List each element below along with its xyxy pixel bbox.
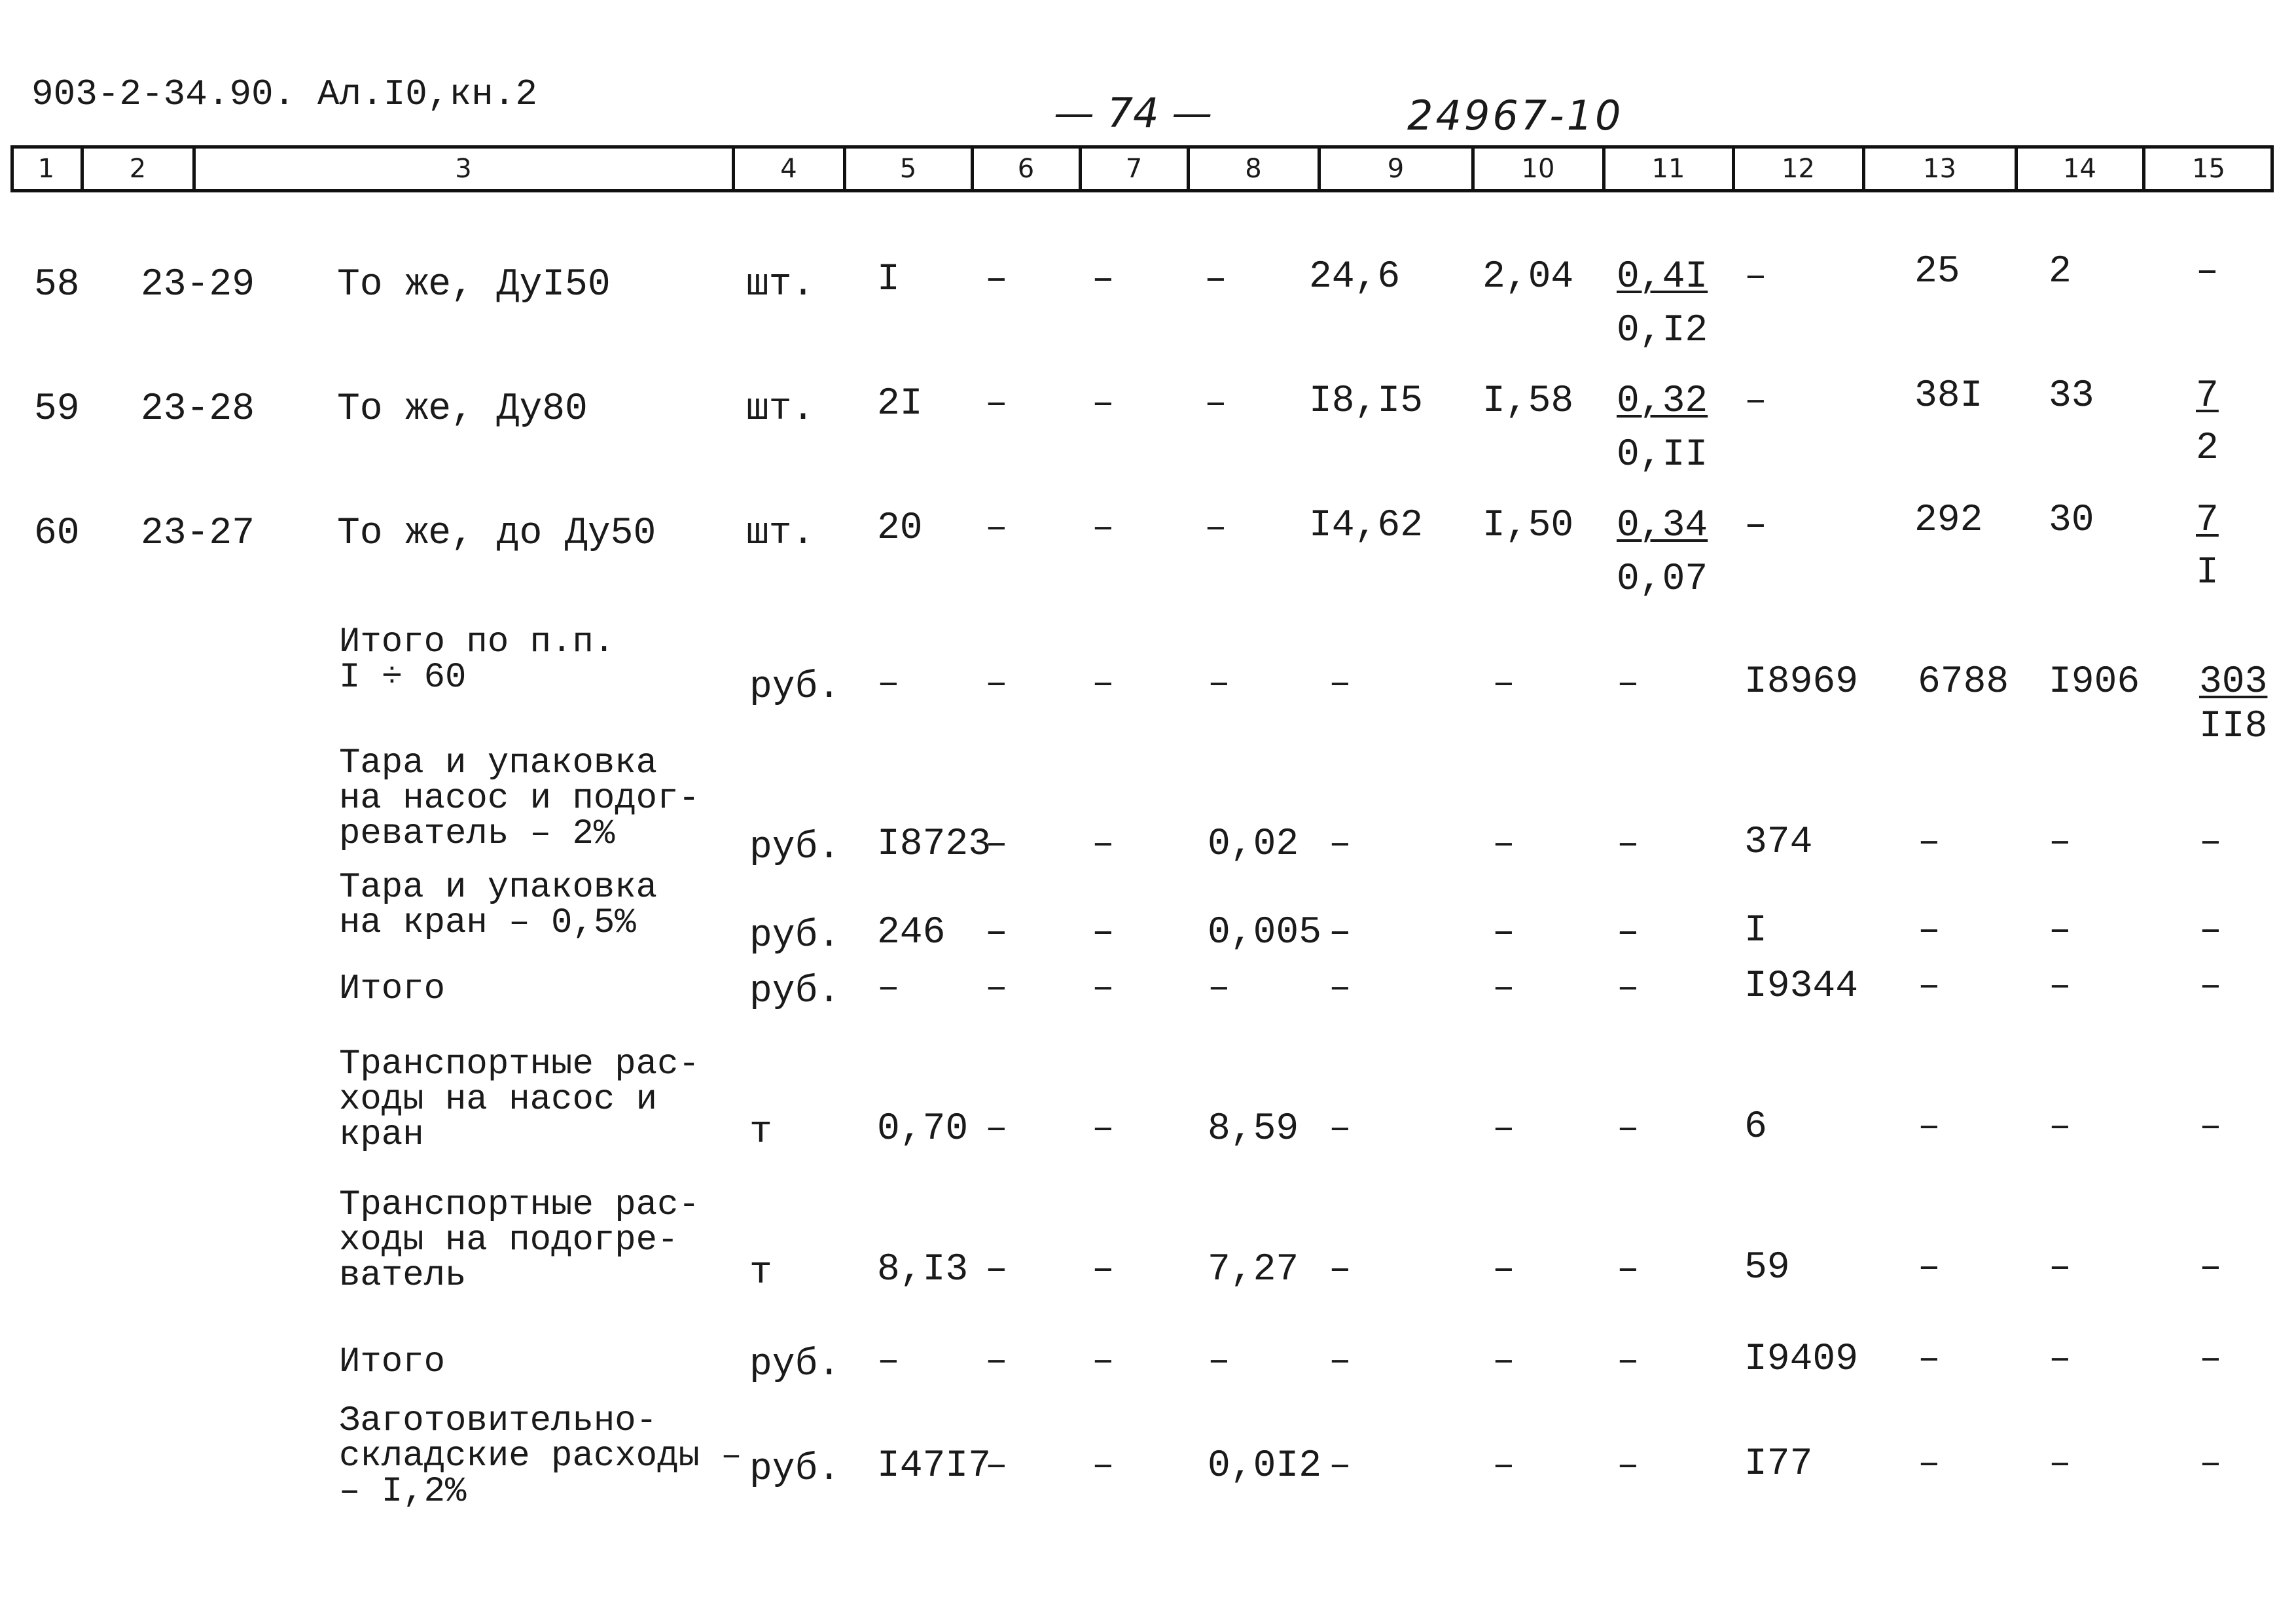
page-number: — 74 — <box>1054 89 1213 137</box>
col13-value: 38I <box>1914 375 1983 418</box>
summary-col7: – <box>1092 912 1115 954</box>
col7-value: – <box>1092 259 1115 301</box>
summary-col12: I9344 <box>1744 965 1859 1008</box>
column-header-1: 1 <box>37 154 55 184</box>
summary-label: Тара и упаковка на насос и подог- реватель – 2% <box>339 743 700 854</box>
col13-value: 292 <box>1914 499 1983 542</box>
col11-denominator: 0,07 <box>1617 558 1708 601</box>
summary-col9: – <box>1329 1108 1352 1150</box>
summary-col6: – <box>985 1445 1008 1488</box>
summary-col7: – <box>1092 1249 1115 1291</box>
document-code: 903-2-34.90. Ал.I0,кн.2 <box>31 73 537 115</box>
summary-col12: I8969 <box>1744 661 1859 704</box>
summary-col14: – <box>2049 1247 2072 1289</box>
summary-col10: – <box>1492 912 1515 954</box>
summary-col9: – <box>1329 912 1352 954</box>
summary-col8: 0,0I2 <box>1208 1445 1322 1488</box>
column-header-12: 12 <box>1782 154 1815 184</box>
col6-value: – <box>985 383 1008 425</box>
summary-label: Тара и упаковка на кран – 0,5% <box>339 868 658 943</box>
summary-col13: – <box>1918 910 1941 952</box>
column-header-11: 11 <box>1651 154 1685 184</box>
column-header-6: 6 <box>1017 154 1035 184</box>
unit: шт. <box>746 264 815 306</box>
column-divider <box>1602 145 1605 192</box>
summary-col6: – <box>985 1249 1008 1291</box>
col6-value: – <box>985 259 1008 301</box>
summary-col5: – <box>877 1340 900 1383</box>
col11-numerator: 0,32 <box>1617 380 1708 423</box>
summary-col5: 0,70 <box>877 1108 969 1150</box>
col7-value: – <box>1092 383 1115 425</box>
col12-value: – <box>1744 380 1767 423</box>
summary-col7: – <box>1092 1445 1115 1488</box>
summary-col13: – <box>1918 1247 1941 1289</box>
col8-value: – <box>1204 259 1227 301</box>
summary-col15-numerator: – <box>2199 1106 2222 1149</box>
summary-col10: – <box>1492 1108 1515 1150</box>
summary-col5: 8,I3 <box>877 1249 969 1291</box>
row-number: 60 <box>34 512 80 555</box>
summary-col15-numerator: – <box>2199 821 2222 864</box>
summary-col15-numerator: 303 <box>2199 661 2268 704</box>
summary-label: Транспортные рас- ходы на подогре- ватель <box>339 1185 700 1296</box>
col15-denominator: 2 <box>2196 427 2219 470</box>
summary-col14: – <box>2049 1106 2072 1149</box>
col15-numerator: 7 <box>2196 499 2219 542</box>
summary-col7: – <box>1092 663 1115 705</box>
quantity: I <box>877 259 900 301</box>
summary-label: Итого <box>339 969 446 1009</box>
column-header-7: 7 <box>1125 154 1143 184</box>
summary-unit: руб. <box>749 1344 841 1386</box>
summary-col5: 246 <box>877 912 946 954</box>
row-number: 58 <box>34 264 80 306</box>
col10-value: 2,04 <box>1482 256 1574 298</box>
summary-col6: – <box>985 1340 1008 1383</box>
summary-col13: – <box>1918 965 1941 1008</box>
summary-col14: – <box>2049 910 2072 952</box>
column-divider <box>1862 145 1865 192</box>
summary-col9: – <box>1329 823 1352 866</box>
col7-value: – <box>1092 507 1115 550</box>
summary-col14: – <box>2049 821 2072 864</box>
rate-code: 23-28 <box>141 388 255 431</box>
quantity: 2I <box>877 383 923 425</box>
summary-col13: – <box>1918 1106 1941 1149</box>
column-header-9: 9 <box>1387 154 1405 184</box>
item-description: То же, до Ду50 <box>337 512 656 555</box>
col15-numerator: – <box>2196 251 2219 293</box>
summary-col6: – <box>985 823 1008 866</box>
column-divider <box>2015 145 2018 192</box>
summary-col15-denominator: II8 <box>2199 705 2268 748</box>
col14-value: 33 <box>2049 375 2094 418</box>
summary-label: Итого по п.п. I ÷ 60 <box>339 622 615 698</box>
column-divider <box>1732 145 1735 192</box>
column-divider <box>1471 145 1475 192</box>
row-number: 59 <box>34 388 80 431</box>
column-header-2: 2 <box>129 154 147 184</box>
summary-col6: – <box>985 663 1008 705</box>
column-divider <box>1079 145 1082 192</box>
summary-col9: – <box>1329 1249 1352 1291</box>
col8-value: – <box>1204 507 1227 550</box>
summary-col6: – <box>985 967 1008 1010</box>
column-header-8: 8 <box>1245 154 1262 184</box>
summary-col8: – <box>1208 1340 1230 1383</box>
summary-col14: – <box>2049 1443 2072 1486</box>
summary-col6: – <box>985 912 1008 954</box>
column-divider <box>1187 145 1190 192</box>
summary-unit: т <box>749 1252 772 1294</box>
item-description: То же, Ду80 <box>337 388 588 431</box>
summary-col15-numerator: – <box>2199 965 2222 1008</box>
summary-col12: 374 <box>1744 821 1813 864</box>
summary-col12: I <box>1744 910 1767 952</box>
summary-col12: 59 <box>1744 1247 1790 1289</box>
summary-col13: – <box>1918 821 1941 864</box>
col15-denominator: I <box>2196 552 2219 594</box>
item-description: То же, ДуI50 <box>337 264 611 306</box>
summary-col11: – <box>1617 912 1640 954</box>
summary-col7: – <box>1092 1108 1115 1150</box>
summary-col11: – <box>1617 1445 1640 1488</box>
summary-col9: – <box>1329 1340 1352 1383</box>
column-divider <box>192 145 196 192</box>
column-header-15: 15 <box>2192 154 2225 184</box>
summary-col10: – <box>1492 967 1515 1010</box>
summary-col11: – <box>1617 1340 1640 1383</box>
summary-col8: 7,27 <box>1208 1249 1299 1291</box>
summary-col13: – <box>1918 1338 1941 1381</box>
summary-col5: I47I7 <box>877 1445 992 1488</box>
column-divider <box>971 145 974 192</box>
unit: шт. <box>746 512 815 555</box>
col11-denominator: 0,II <box>1617 434 1708 476</box>
column-header-5: 5 <box>899 154 917 184</box>
summary-col7: – <box>1092 823 1115 866</box>
summary-unit: руб. <box>749 1448 841 1491</box>
summary-col12: I77 <box>1744 1443 1813 1486</box>
sheet-number: 24967-10 <box>1407 92 1624 139</box>
column-header-3: 3 <box>455 154 472 184</box>
summary-col11: – <box>1617 663 1640 705</box>
summary-col5: – <box>877 663 900 705</box>
column-header-14: 14 <box>2063 154 2096 184</box>
column-divider <box>81 145 84 192</box>
summary-col10: – <box>1492 1445 1515 1488</box>
col11-numerator: 0,34 <box>1617 505 1708 547</box>
summary-col7: – <box>1092 967 1115 1010</box>
column-divider <box>843 145 846 192</box>
summary-col10: – <box>1492 1340 1515 1383</box>
col14-value: 30 <box>2049 499 2094 542</box>
summary-col15-numerator: – <box>2199 1247 2222 1289</box>
col9-value: I4,62 <box>1309 505 1424 547</box>
summary-col8: – <box>1208 663 1230 705</box>
summary-col8: 8,59 <box>1208 1108 1299 1150</box>
summary-label: Итого <box>339 1342 446 1382</box>
summary-col10: – <box>1492 1249 1515 1291</box>
summary-col8: 0,005 <box>1208 912 1322 954</box>
col10-value: I,50 <box>1482 505 1574 547</box>
summary-col13: – <box>1918 1443 1941 1486</box>
rate-code: 23-29 <box>141 264 255 306</box>
summary-col14: – <box>2049 1338 2072 1381</box>
summary-col7: – <box>1092 1340 1115 1383</box>
quantity: 20 <box>877 507 923 550</box>
summary-col11: – <box>1617 1249 1640 1291</box>
column-header-13: 13 <box>1923 154 1956 184</box>
col6-value: – <box>985 507 1008 550</box>
summary-col15-numerator: – <box>2199 1338 2222 1381</box>
col8-value: – <box>1204 383 1227 425</box>
summary-col6: – <box>985 1108 1008 1150</box>
summary-col10: – <box>1492 663 1515 705</box>
summary-unit: руб. <box>749 666 841 709</box>
unit: шт. <box>746 388 815 431</box>
summary-col8: – <box>1208 967 1230 1010</box>
col15-numerator: 7 <box>2196 375 2219 418</box>
col12-value: – <box>1744 505 1767 547</box>
summary-col11: – <box>1617 967 1640 1010</box>
column-divider <box>2142 145 2145 192</box>
col14-value: 2 <box>2049 251 2072 293</box>
col11-numerator: 0,4I <box>1617 256 1708 298</box>
summary-unit: руб. <box>749 971 841 1013</box>
summary-col15-numerator: – <box>2199 1443 2222 1486</box>
summary-unit: т <box>749 1111 772 1154</box>
rate-code: 23-27 <box>141 512 255 555</box>
col10-value: I,58 <box>1482 380 1574 423</box>
summary-unit: руб. <box>749 827 841 869</box>
summary-col14: – <box>2049 965 2072 1008</box>
summary-label: Заготовительно- складские расходы – – I,2% <box>339 1401 742 1512</box>
col9-value: 24,6 <box>1309 256 1401 298</box>
summary-col12: 6 <box>1744 1106 1767 1149</box>
summary-col12: I9409 <box>1744 1338 1859 1381</box>
col13-value: 25 <box>1914 251 1960 293</box>
summary-col13: 6788 <box>1918 661 2009 704</box>
summary-col11: – <box>1617 1108 1640 1150</box>
summary-col9: – <box>1329 967 1352 1010</box>
col9-value: I8,I5 <box>1309 380 1424 423</box>
summary-col8: 0,02 <box>1208 823 1299 866</box>
column-header-10: 10 <box>1521 154 1555 184</box>
summary-col14: I906 <box>2049 661 2140 704</box>
summary-col9: – <box>1329 663 1352 705</box>
column-divider <box>732 145 735 192</box>
summary-label: Транспортные рас- ходы на насос и кран <box>339 1044 700 1155</box>
summary-col5: I8723 <box>877 823 992 866</box>
column-header-4: 4 <box>780 154 797 184</box>
summary-col11: – <box>1617 823 1640 866</box>
summary-col15-numerator: – <box>2199 910 2222 952</box>
col11-denominator: 0,I2 <box>1617 310 1708 352</box>
col12-value: – <box>1744 256 1767 298</box>
summary-unit: руб. <box>749 915 841 957</box>
summary-col9: – <box>1329 1445 1352 1488</box>
summary-col10: – <box>1492 823 1515 866</box>
summary-col5: – <box>877 967 900 1010</box>
column-divider <box>1318 145 1321 192</box>
